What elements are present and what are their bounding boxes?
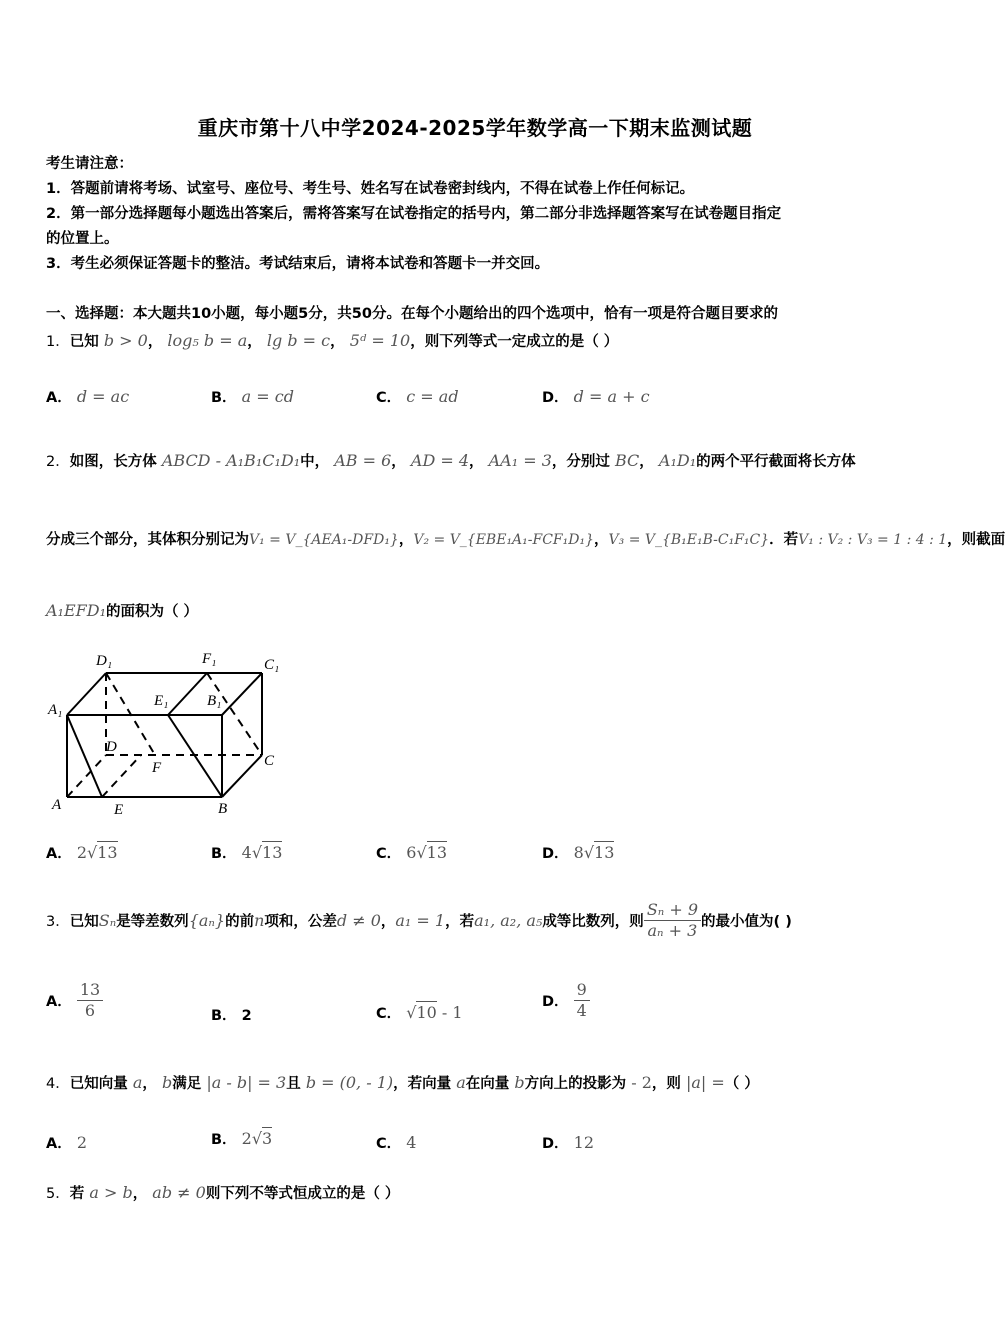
q3-expr: a₁ = 1 — [395, 910, 446, 930]
q3-expr: Sₙ — [98, 910, 117, 930]
q1-text: ，则下列等式一定成立的是（ ） — [410, 334, 619, 350]
fraction-denominator: 6 — [84, 1001, 96, 1020]
question-3 — [46, 895, 792, 945]
q1-expr: log₅ b = a — [167, 331, 248, 350]
q4-expr: b — [161, 1073, 173, 1092]
notice-heading: 考生请注意： — [46, 156, 133, 172]
label-c: C — [264, 753, 275, 769]
option-label: C． — [376, 1136, 402, 1152]
q4-expr: b = (0, - 1) — [305, 1073, 394, 1092]
q2-expr: AD = 4 — [410, 451, 470, 470]
q4-expr: b — [514, 1073, 525, 1092]
cuboid-figure — [40, 645, 300, 825]
option-coef: 2 — [76, 843, 88, 862]
label-d1: D₁ — [96, 653, 113, 669]
q4-text: 满足 — [172, 1076, 202, 1092]
question-2-line3 — [46, 600, 198, 621]
option-label: C． — [376, 390, 402, 406]
q1-option-b — [211, 386, 294, 407]
notice-item-1: 1．答题前请将考场、试室号、座位号、考生号、姓名写在试卷密封线内，不得在试卷上作任何标记。 — [46, 181, 695, 197]
q3-expr: n — [254, 910, 265, 930]
option-expr: d = a + c — [573, 387, 650, 406]
q4-option-b: B． 2√3 — [211, 1129, 273, 1148]
q2-text: 分成三个部分，其体积分别记为 — [46, 532, 249, 548]
option-expr: 2 — [241, 1008, 252, 1024]
q3-text: ， — [380, 913, 396, 930]
q5-number: 5． — [46, 1186, 70, 1202]
option-radicand: 13 — [262, 843, 283, 862]
fraction-numerator: 13 — [77, 980, 103, 1001]
q2-expr: AA₁ = 3 — [488, 451, 552, 470]
q4-expr: |a| = — [685, 1073, 725, 1092]
q5-expr: a > b — [89, 1183, 133, 1202]
notice-item-2-cont: 的位置上。 — [46, 231, 119, 247]
q4-option-d — [542, 1132, 594, 1153]
q5-text: 若 — [69, 1186, 85, 1202]
label-a1: A₁ — [48, 702, 63, 718]
q2-expr: BC — [615, 451, 640, 470]
q3-text: 成等比数列，则 — [542, 913, 644, 930]
q2-expr: ABCD - A₁B₁C₁D₁ — [161, 451, 301, 470]
q4-text: 已知向量 — [69, 1076, 128, 1092]
q4-expr: a — [456, 1073, 466, 1092]
q2-expr: A₁EFD₁ — [46, 601, 106, 620]
section-heading: 一、选择题：本大题共10小题，每小题5分，共50分。在每个小题给出的四个选项中，恰有一项是符合题目要求的 — [46, 306, 778, 322]
option-fraction — [574, 980, 590, 1021]
q2-expr: V₃ = V_{B₁E₁B-C₁F₁C} — [608, 532, 770, 548]
q4-text: ，若向量 — [393, 1076, 452, 1092]
q1-text: ， — [247, 334, 262, 350]
q3-option-b — [211, 1004, 252, 1025]
option-expr: d = ac — [76, 387, 130, 406]
q4-text: ，则 — [651, 1076, 681, 1092]
q4-text: 且 — [286, 1076, 301, 1092]
q2-option-d: D． 8√13 — [542, 843, 615, 862]
q3-option-c: C． √10 - 1 — [376, 1003, 463, 1022]
q3-text: 的前 — [225, 913, 255, 930]
q4-text: ， — [142, 1076, 157, 1092]
option-radicand: 13 — [426, 843, 447, 862]
question-4 — [46, 1072, 759, 1093]
option-label: B． — [211, 390, 237, 406]
q3-text: 的最小值为( ) — [701, 913, 792, 930]
label-f1: F₁ — [202, 651, 217, 667]
q3-expr: {aₙ} — [188, 910, 226, 930]
label-a: A — [52, 797, 62, 813]
option-label: D． — [542, 846, 569, 862]
q2-text: ， — [594, 532, 609, 548]
q2-expr: V₁ = V_{AEA₁-DFD₁} — [249, 532, 399, 548]
option-expr: - 1 — [436, 1003, 463, 1022]
q4-text: （ ） — [724, 1076, 759, 1092]
option-coef: 2 — [241, 1129, 252, 1148]
q1-expr: b > 0 — [103, 331, 148, 350]
q1-option-c — [376, 386, 459, 407]
question-1 — [46, 330, 618, 351]
q2-text: ， — [469, 454, 484, 470]
q1-text: ， — [330, 334, 345, 350]
option-label: D． — [542, 1136, 569, 1152]
q3-option-a — [46, 980, 103, 1021]
q1-expr: 5ᵈ = 10 — [349, 331, 411, 350]
q3-text: ，若 — [445, 913, 475, 930]
option-label: B． — [211, 1132, 237, 1148]
q2-text: ， — [639, 454, 654, 470]
option-label: B． — [211, 846, 237, 862]
q4-expr: |a - b| = 3 — [206, 1073, 287, 1092]
q3-text: 是等差数列 — [116, 913, 189, 930]
option-radicand: 3 — [262, 1129, 273, 1148]
option-label: A． — [46, 846, 72, 862]
option-expr: 2 — [76, 1133, 88, 1152]
q2-text: ，分别过 — [551, 454, 610, 470]
q2-text: ，则截面 — [947, 532, 1005, 548]
q2-option-a: A． 2√13 — [46, 843, 118, 862]
fraction-numerator: Sₙ + 9 — [644, 900, 701, 921]
q4-option-a — [46, 1132, 87, 1153]
q4-number: 4． — [46, 1076, 70, 1092]
q2-option-b: B． 4√13 — [211, 843, 283, 862]
option-label: A． — [46, 390, 72, 406]
option-coef: 4 — [241, 843, 252, 862]
q2-expr: AB = 6 — [334, 451, 392, 470]
option-label: C． — [376, 1006, 402, 1022]
q5-expr: ab ≠ 0 — [152, 1183, 206, 1202]
q3-text: 已知 — [69, 913, 99, 930]
option-label: A． — [46, 1136, 72, 1152]
q2-option-c: C． 6√13 — [376, 843, 447, 862]
q5-text: ， — [132, 1186, 148, 1202]
label-d: D — [106, 739, 117, 755]
option-radicand: 13 — [594, 843, 615, 862]
option-label: B． — [211, 1008, 237, 1024]
q2-expr: V₂ = V_{EBE₁A₁-FCF₁D₁} — [413, 532, 595, 548]
q4-text: 在向量 — [465, 1076, 510, 1092]
q2-text: ， — [398, 532, 414, 548]
option-radicand: 10 — [416, 1003, 437, 1022]
fraction-numerator: 9 — [574, 980, 590, 1001]
q3-text: 项和，公差 — [264, 913, 337, 930]
q1-text: ， — [147, 334, 163, 350]
q2-text: ， — [391, 454, 406, 470]
option-expr: 12 — [573, 1133, 594, 1152]
label-e1: E₁ — [154, 693, 169, 709]
q3-option-d — [542, 980, 590, 1021]
question-2-line2 — [46, 528, 1005, 549]
q2-text: 的两个平行截面将长方体 — [696, 454, 856, 470]
q4-option-c — [376, 1132, 416, 1153]
option-radicand: 13 — [97, 843, 118, 862]
q3-number: 3． — [46, 913, 70, 930]
question-2 — [46, 450, 856, 471]
option-coef: 6 — [406, 843, 417, 862]
q2-text: 中， — [300, 454, 330, 470]
option-fraction — [77, 980, 103, 1021]
question-5 — [46, 1182, 399, 1203]
page-title: 重庆市第十八中学2024-2025学年数学高一下期末监测试题 — [197, 116, 753, 140]
q3-expr: d ≠ 0 — [336, 910, 381, 930]
q2-number: 2． — [46, 454, 70, 470]
q1-number: 1． — [46, 334, 70, 350]
label-e: E — [114, 802, 124, 818]
q2-text: ．若 — [769, 532, 799, 548]
q1-option-a — [46, 386, 129, 407]
notice-item-2: 2．第一部分选择题每小题选出答案后，需将答案写在试卷指定的括号内，第二部分非选择题答案写在试卷题目指定 — [46, 206, 782, 222]
label-b1: B₁ — [207, 693, 222, 709]
q1-option-d — [542, 386, 650, 407]
option-label: D． — [542, 390, 569, 406]
q4-expr: - 2 — [631, 1073, 652, 1092]
q3-expr: a₁, a₂, a₅ — [474, 910, 543, 930]
q4-text: 方向上的投影为 — [524, 1076, 627, 1092]
fraction-denominator: 4 — [576, 1001, 587, 1020]
fraction-denominator: aₙ + 3 — [647, 920, 698, 940]
label-c1: C₁ — [264, 657, 280, 673]
notice-item-3: 3．考生必须保证答题卡的整洁。考试结束后，请将本试卷和答题卡一并交回。 — [46, 256, 550, 272]
q3-fraction — [644, 900, 701, 941]
option-label: A． — [46, 994, 72, 1010]
q2-expr: A₁D₁ — [658, 451, 697, 470]
q4-expr: a — [132, 1073, 143, 1092]
q2-expr: V₁ : V₂ : V₃ = 1 : 4 : 1 — [798, 532, 948, 548]
q1-text: 已知 — [69, 334, 99, 350]
option-expr: a = cd — [241, 387, 294, 406]
option-expr: 4 — [406, 1133, 417, 1152]
option-expr: c = ad — [406, 387, 459, 406]
option-coef: 8 — [573, 843, 584, 862]
label-b: B — [218, 801, 228, 817]
q5-text: 则下列不等式恒成立的是（ ） — [205, 1186, 400, 1202]
q2-text: 如图，长方体 — [69, 454, 157, 470]
q2-text: 的面积为（ ） — [106, 604, 199, 620]
label-f: F — [152, 760, 162, 776]
option-label: C． — [376, 846, 402, 862]
option-label: D． — [542, 994, 569, 1010]
q1-expr: lg b = c — [266, 331, 331, 350]
